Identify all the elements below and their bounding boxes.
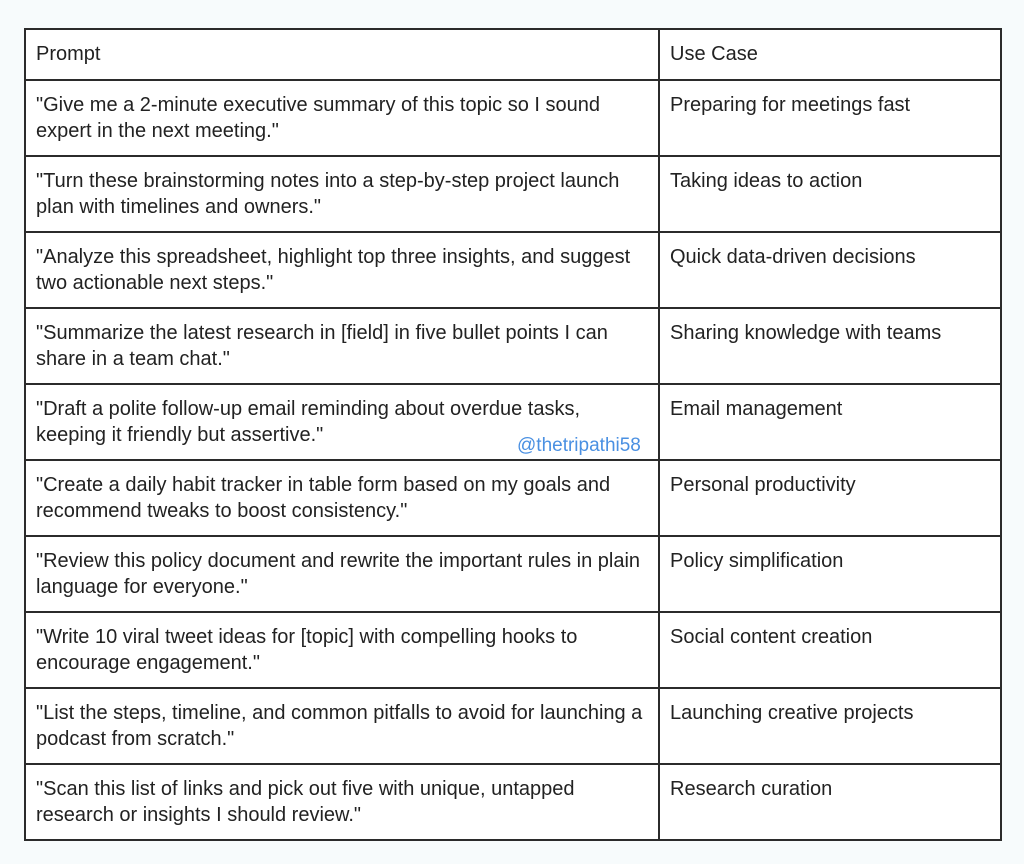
use-case-cell: Quick data-driven decisions xyxy=(659,232,1001,308)
use-case-cell: Taking ideas to action xyxy=(659,156,1001,232)
header-use-case: Use Case xyxy=(659,29,1001,80)
use-case-cell: Personal productivity xyxy=(659,460,1001,536)
prompt-cell: "Draft a polite follow-up email reminding about overdue tasks, keeping it friendly but assertive." xyxy=(25,384,659,460)
table-header-row xyxy=(25,29,1001,80)
use-case-cell: Social content creation xyxy=(659,612,1001,688)
table-row xyxy=(25,80,1001,156)
prompt-cell: "Summarize the latest research in [field] in five bullet points I can share in a team chat." xyxy=(25,308,659,384)
table-row xyxy=(25,764,1001,840)
header-prompt: Prompt xyxy=(25,29,659,80)
prompt-cell: "Turn these brainstorming notes into a step-by-step project launch plan with timelines and owners." xyxy=(25,156,659,232)
table-row xyxy=(25,384,1001,460)
prompt-cell: "Create a daily habit tracker in table form based on my goals and recommend tweaks to boost consistency." xyxy=(25,460,659,536)
prompt-cell: "Give me a 2-minute executive summary of this topic so I sound expert in the next meeting." xyxy=(25,80,659,156)
prompt-cell: "Write 10 viral tweet ideas for [topic] with compelling hooks to encourage engagement." xyxy=(25,612,659,688)
use-case-cell: Policy simplification xyxy=(659,536,1001,612)
table-row xyxy=(25,232,1001,308)
prompt-cell: "Analyze this spreadsheet, highlight top three insights, and suggest two actionable next steps." xyxy=(25,232,659,308)
prompt-cell: "List the steps, timeline, and common pitfalls to avoid for launching a podcast from scratch." xyxy=(25,688,659,764)
prompt-table xyxy=(24,28,1002,841)
table-row xyxy=(25,612,1001,688)
prompt-table-container xyxy=(24,28,1000,841)
use-case-cell: Email management xyxy=(659,384,1001,460)
use-case-cell: Preparing for meetings fast xyxy=(659,80,1001,156)
table-row xyxy=(25,460,1001,536)
table-row xyxy=(25,688,1001,764)
watermark-handle: @thetripathi58 xyxy=(517,435,641,456)
table-row xyxy=(25,536,1001,612)
prompt-cell: "Scan this list of links and pick out five with unique, untapped research or insights I should review." xyxy=(25,764,659,840)
table-row xyxy=(25,308,1001,384)
table-row xyxy=(25,156,1001,232)
prompt-cell: "Review this policy document and rewrite the important rules in plain language for everyone." xyxy=(25,536,659,612)
use-case-cell: Sharing knowledge with teams xyxy=(659,308,1001,384)
use-case-cell: Launching creative projects xyxy=(659,688,1001,764)
use-case-cell: Research curation xyxy=(659,764,1001,840)
